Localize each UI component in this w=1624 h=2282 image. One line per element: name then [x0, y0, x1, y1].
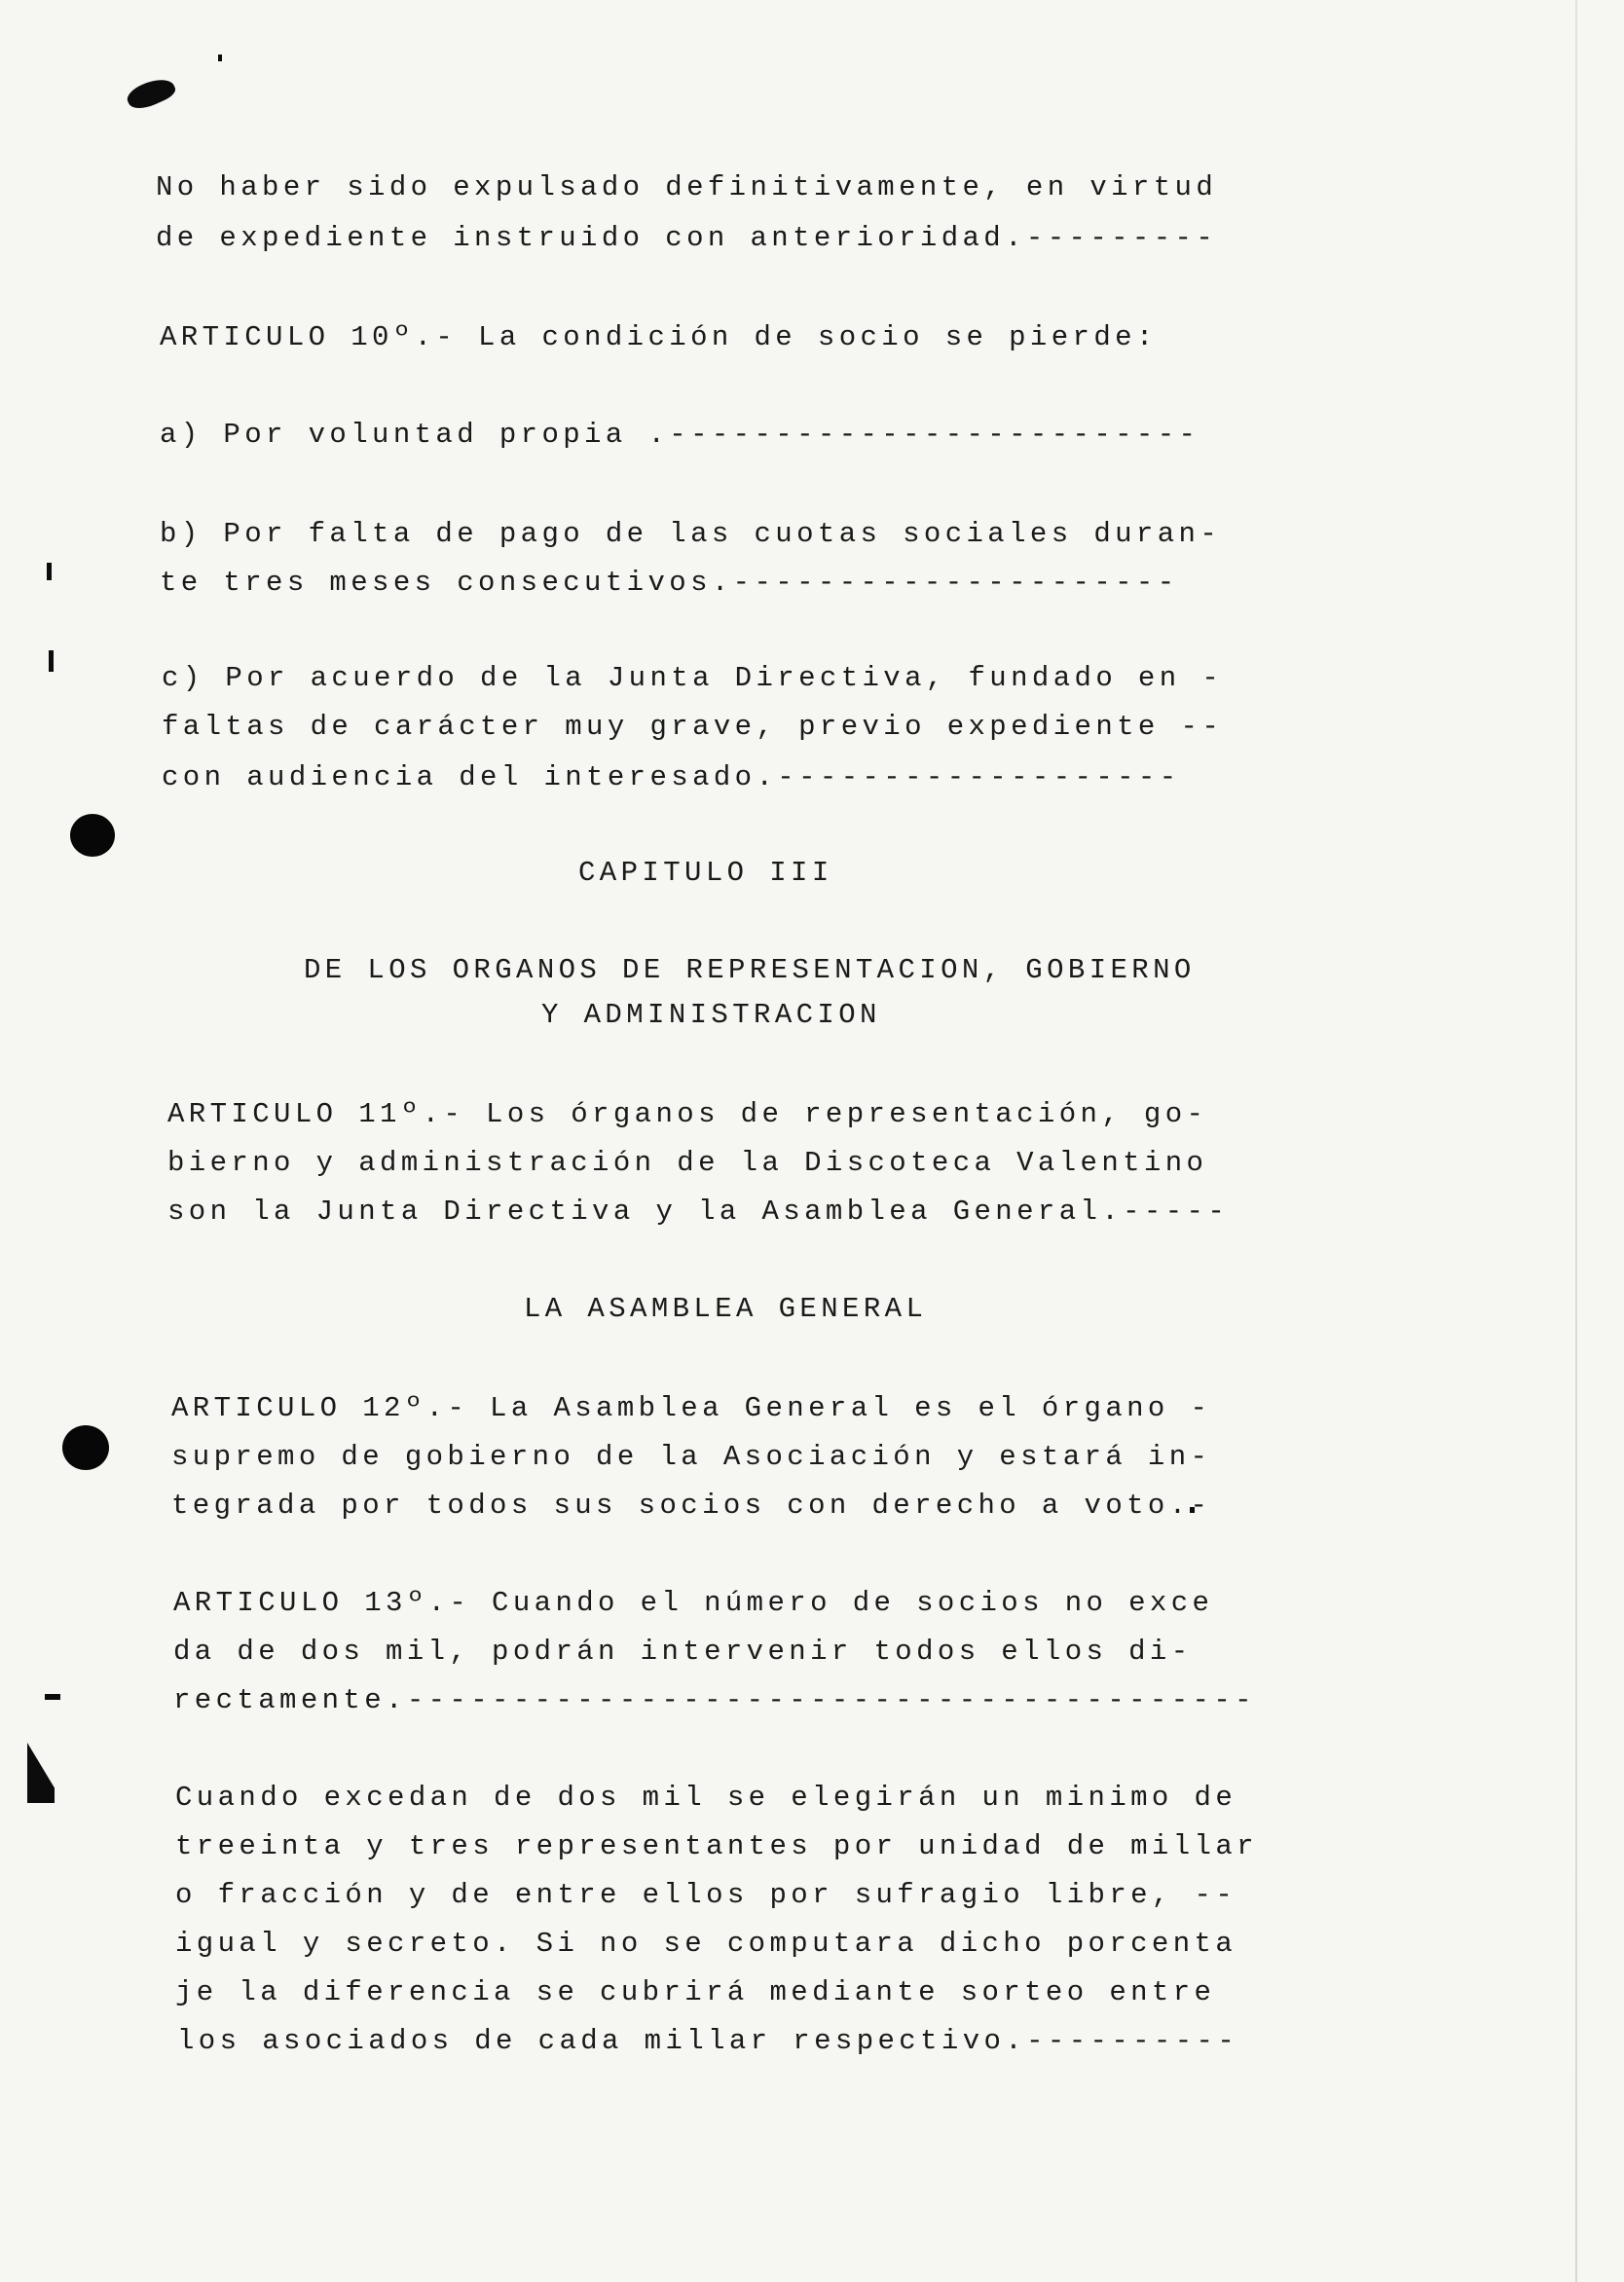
margin-mark [27, 1743, 55, 1803]
punch-hole-top [70, 814, 115, 857]
paragraph-text: treeinta y tres representantes por unidad de millar [175, 1830, 1258, 1862]
article-text: ARTICULO 12º.- La Asamblea General es el órgano - [171, 1392, 1212, 1424]
article-text: bierno y administración de la Discoteca Valentino [167, 1147, 1208, 1179]
margin-mark [45, 1694, 60, 1700]
paragraph-text: los asociados de cada millar respectivo.---------- [177, 2025, 1239, 2057]
section-heading: LA ASAMBLEA GENERAL [524, 1293, 928, 1325]
article-heading: ARTICULO 10º.- La condición de socio se pierde: [160, 321, 1158, 353]
list-item: te tres meses consecutivos.--------------------- [160, 567, 1179, 599]
margin-mark [49, 650, 54, 672]
article-text: da de dos mil, podrán intervenir todos ellos di- [173, 1636, 1193, 1668]
article-text: ARTICULO 13º.- Cuando el número de socios no exce [173, 1587, 1214, 1619]
article-text: tegrada por todos sus socios con derecho a voto.- [171, 1490, 1212, 1522]
article-text: rectamente.---------------------------------------- [173, 1684, 1256, 1716]
ink-blot [124, 73, 177, 114]
paragraph-text: Cuando excedan de dos mil se elegirán un minimo de [175, 1782, 1237, 1814]
article-text: son la Junta Directiva y la Asamblea General.----- [167, 1196, 1230, 1228]
paragraph-text: o fracción y de entre ellos por sufragio libre, -- [175, 1879, 1237, 1911]
article-text: supremo de gobierno de la Asociación y estará in- [171, 1441, 1212, 1473]
paragraph-text: igual y secreto. Si no se computara dicho porcenta [175, 1928, 1237, 1960]
list-item: con audiencia del interesado.------------------- [162, 761, 1181, 793]
list-item: a) Por voluntad propia .------------------------- [160, 419, 1200, 451]
text-line: de expediente instruido con anterioridad.--------- [156, 222, 1218, 254]
chapter-title: Y ADMINISTRACION [541, 999, 881, 1031]
list-item: c) Por acuerdo de la Junta Directiva, fundado en - [162, 662, 1224, 694]
scan-speck [218, 55, 222, 61]
margin-mark [47, 563, 52, 580]
paragraph-text: je la diferencia se cubrirá mediante sorteo entre [175, 1976, 1216, 2008]
chapter-number: CAPITULO III [578, 857, 833, 889]
punch-hole-bottom [62, 1425, 109, 1470]
text-line: No haber sido expulsado definitivamente, en virtud [156, 171, 1218, 203]
list-item: faltas de carácter muy grave, previo expediente -- [162, 711, 1224, 743]
article-text: ARTICULO 11º.- Los órganos de representación, go- [167, 1098, 1208, 1130]
chapter-title: DE LOS ORGANOS DE REPRESENTACION, GOBIERNO [304, 954, 1196, 986]
page-edge [1575, 0, 1577, 2282]
list-item: b) Por falta de pago de las cuotas sociales duran- [160, 518, 1222, 550]
